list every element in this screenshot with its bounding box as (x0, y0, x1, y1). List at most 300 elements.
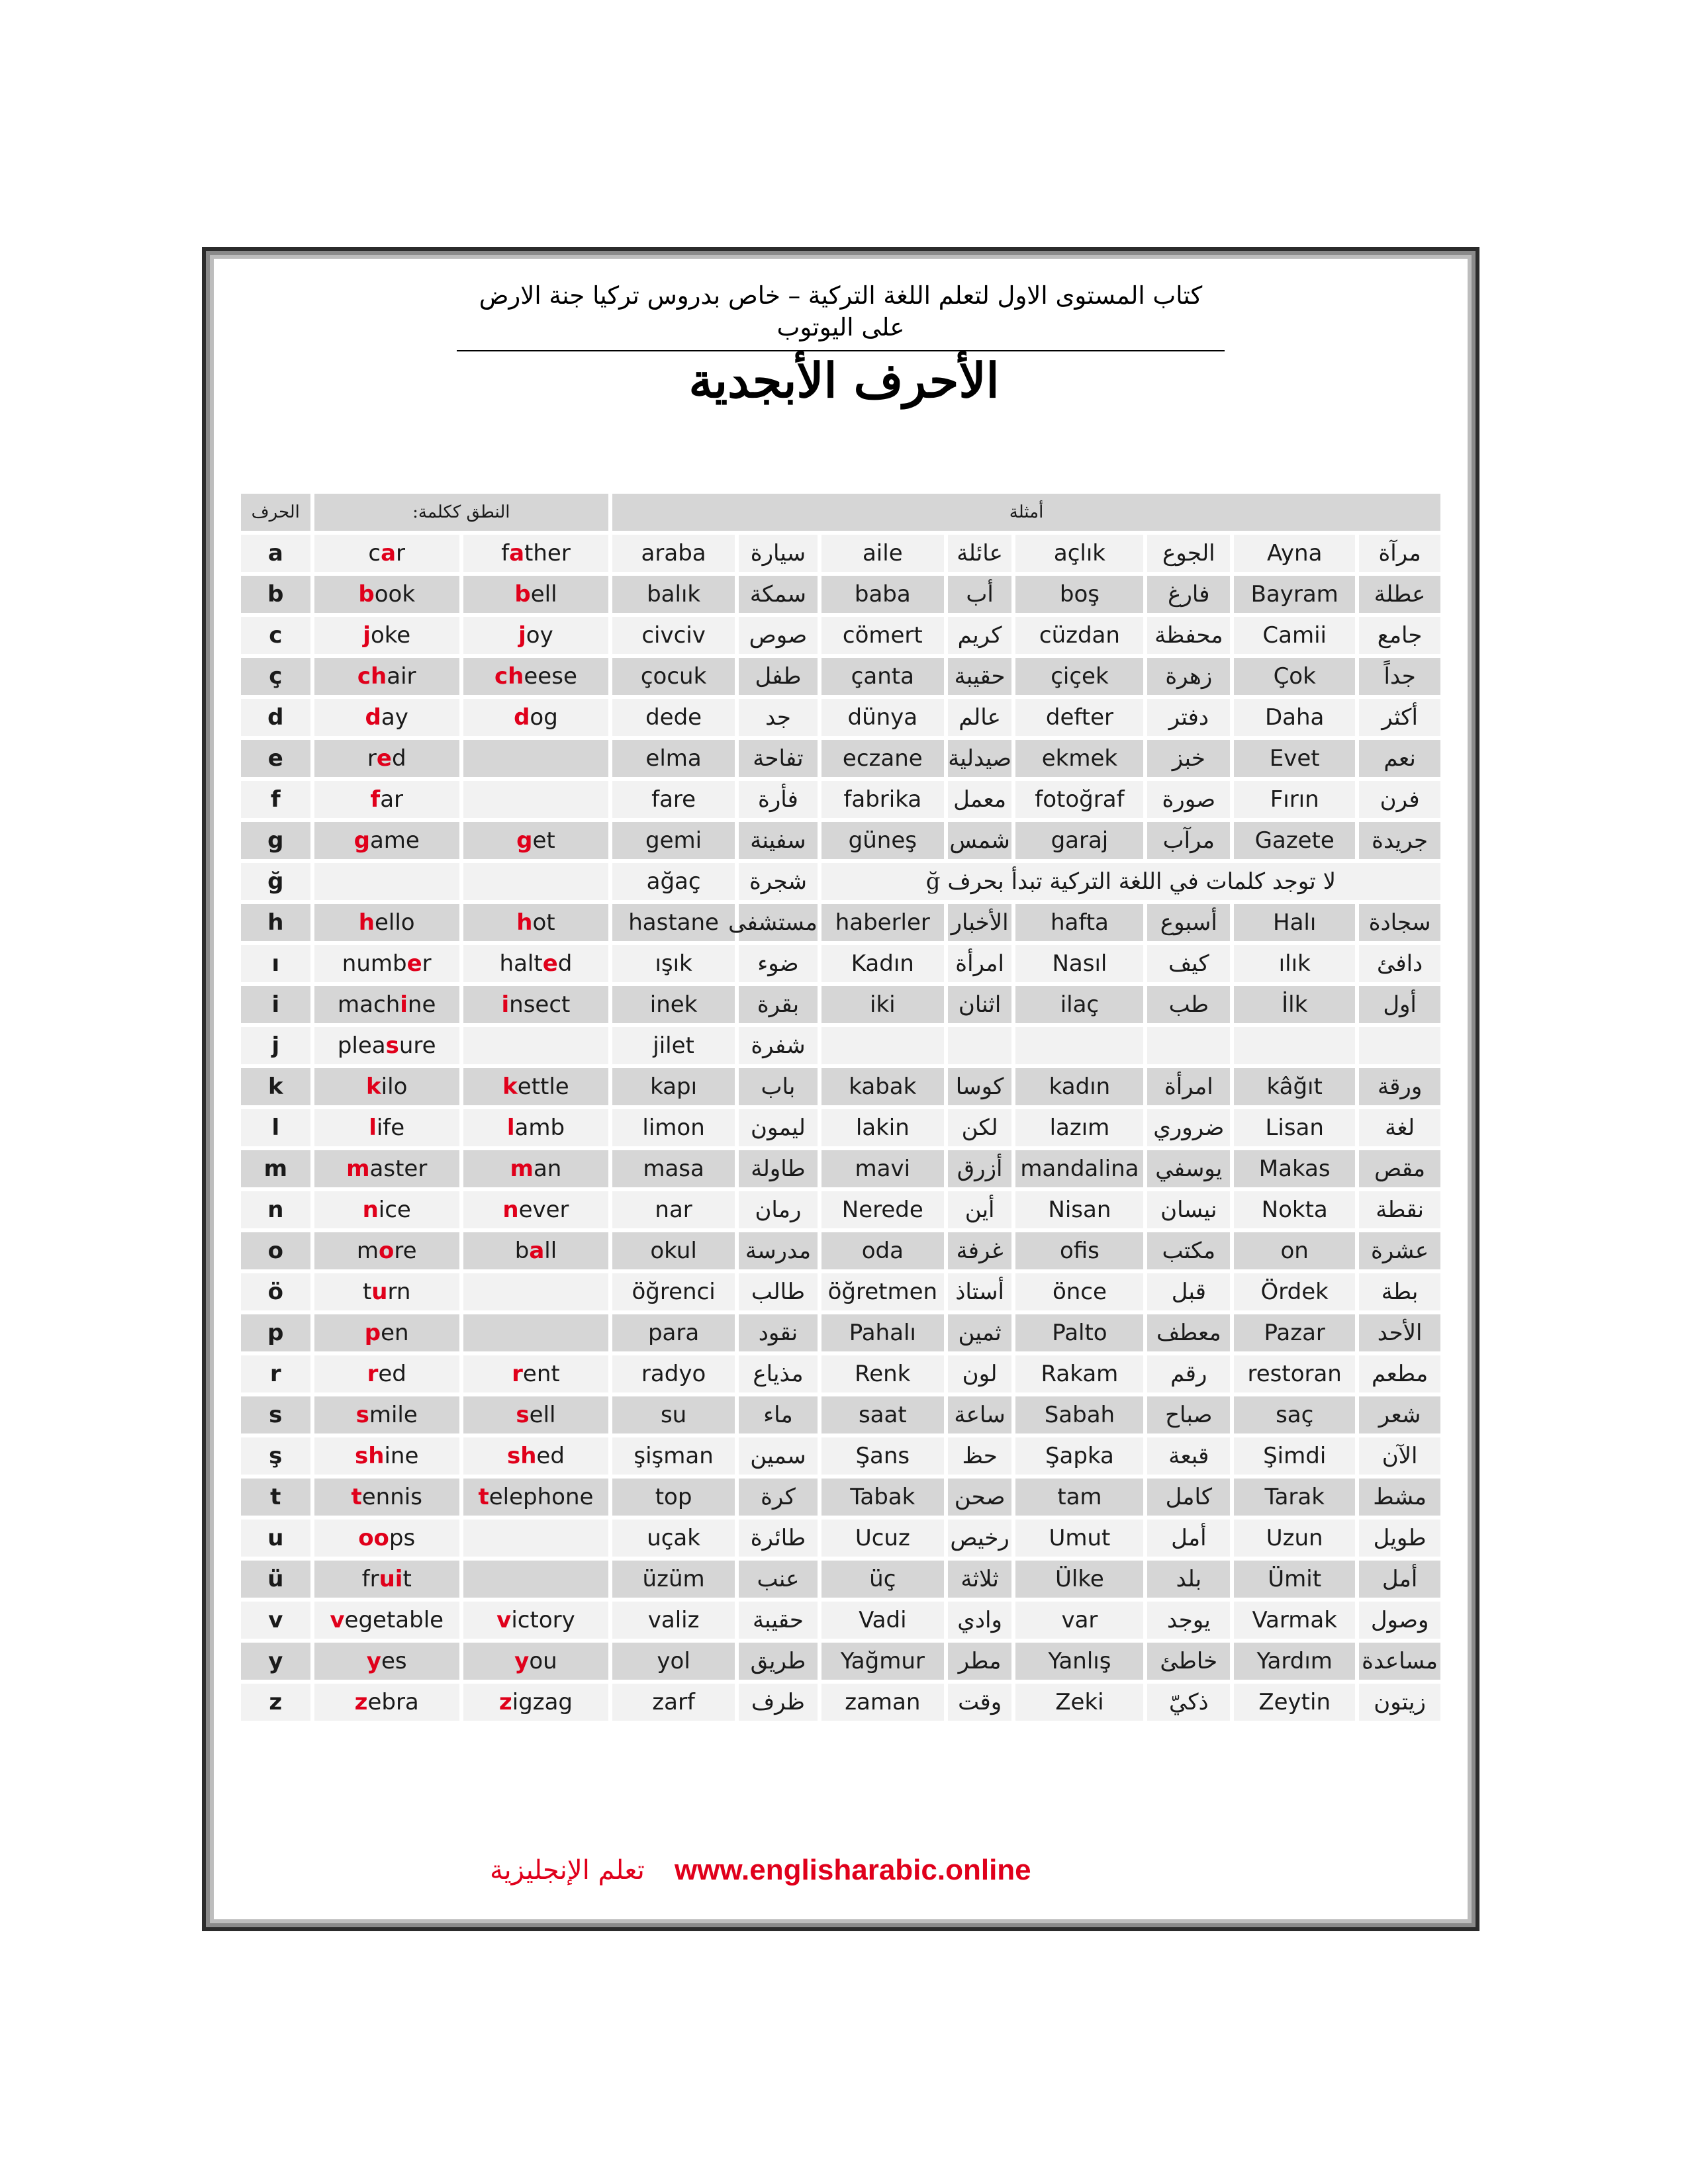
example-word-2: Pahalı (821, 1314, 944, 1351)
pronunciation-word-1-post: es (381, 1648, 407, 1674)
pronunciation-word-2 (463, 1314, 608, 1351)
letter-cell: ç (241, 658, 310, 695)
pronunciation-word-2 (463, 617, 608, 654)
example-word-1: araba (612, 535, 735, 572)
pronunciation-word-1-post: ennis (361, 1484, 422, 1510)
example-word-3: var (1015, 1602, 1143, 1639)
table-row (241, 1520, 1440, 1557)
letter-cell: u (241, 1520, 310, 1557)
example-word-3: kadın (1015, 1068, 1143, 1105)
example-translation-3: امرأة (1147, 1068, 1230, 1105)
example-word-3: Umut (1015, 1520, 1143, 1557)
example-translation-1: عنب (739, 1561, 818, 1598)
pronunciation-word-1-hl: a (381, 540, 397, 567)
pronunciation-word-2-hl: sh (506, 1443, 537, 1469)
example-translation-2: كريم (948, 617, 1012, 654)
pronunciation-word-1 (314, 1479, 459, 1516)
pronunciation-word-1-pre: m (356, 1238, 379, 1264)
example-translation-2: ساعة (948, 1396, 1012, 1433)
table-row (241, 1232, 1440, 1269)
example-word-3: Şapka (1015, 1437, 1143, 1475)
example-word-1: hastane (612, 904, 735, 941)
pronunciation-word-1 (314, 1314, 459, 1351)
example-word-3: boş (1015, 576, 1143, 613)
example-translation-1: شفرة (739, 1027, 818, 1064)
example-word-3: lazım (1015, 1109, 1143, 1146)
example-translation-2: عائلة (948, 535, 1012, 572)
example-translation-1: طاولة (739, 1150, 818, 1187)
pronunciation-word-1 (314, 1109, 459, 1146)
example-word-1: zarf (612, 1684, 735, 1721)
letter-cell: t (241, 1479, 310, 1516)
header-letter: الحرف (241, 494, 310, 531)
table-row (241, 945, 1440, 982)
example-word-3: önce (1015, 1273, 1143, 1310)
pronunciation-word-1 (314, 1684, 459, 1721)
pronunciation-word-1-hl: d (365, 704, 381, 731)
example-translation-2: وادي (948, 1602, 1012, 1639)
example-word-2: oda (821, 1232, 944, 1269)
pronunciation-word-2 (463, 1479, 608, 1516)
pronunciation-word-1-hl: u (371, 1279, 388, 1305)
pronunciation-word-2-pre: f (501, 540, 510, 567)
pronunciation-word-1-post: ilo (381, 1073, 408, 1100)
alphabet-table (237, 490, 1444, 1725)
letter-cell: j (241, 1027, 310, 1064)
example-translation-4: أكثر (1359, 699, 1440, 736)
example-translation-3: بلد (1147, 1561, 1230, 1598)
pronunciation-word-2-hl: z (498, 1689, 512, 1715)
example-translation-3: يوجد (1147, 1602, 1230, 1639)
pronunciation-word-2-post: ther (524, 540, 571, 567)
example-word-2: Yağmur (821, 1643, 944, 1680)
example-word-2: Renk (821, 1355, 944, 1392)
pronunciation-word-2-post: ictory (511, 1607, 575, 1633)
table-row (241, 986, 1440, 1023)
example-word-3: tam (1015, 1479, 1143, 1516)
table-row (241, 1479, 1440, 1516)
pronunciation-word-2 (463, 1191, 608, 1228)
example-word-4: Camii (1234, 617, 1355, 654)
pronunciation-word-2-hl: g (516, 827, 533, 854)
pronunciation-word-2 (463, 986, 608, 1023)
example-translation-4: بطة (1359, 1273, 1440, 1310)
table-row (241, 1109, 1440, 1146)
example-translation-2: ثمين (948, 1314, 1012, 1351)
example-word-2: fabrika (821, 781, 944, 818)
example-word-1: yol (612, 1643, 735, 1680)
pronunciation-word-2 (463, 535, 608, 572)
pronunciation-word-2-hl: k (502, 1073, 518, 1100)
example-translation-2: أب (948, 576, 1012, 613)
example-word-2: eczane (821, 740, 944, 777)
letter-cell: ğ (241, 863, 310, 900)
pronunciation-word-1 (314, 699, 459, 736)
pronunciation-word-1 (314, 1396, 459, 1433)
example-translation-2: عالم (948, 699, 1012, 736)
pronunciation-word-1-hl: z (354, 1689, 368, 1715)
table-row (241, 617, 1440, 654)
pronunciation-word-2 (463, 576, 608, 613)
example-translation-1: ماء (739, 1396, 818, 1433)
example-translation-1: ظرف (739, 1684, 818, 1721)
pronunciation-word-1-post: ure (399, 1032, 436, 1059)
book-title: كتاب المستوى الاول لتعلم اللغة التركية – خاص بدروس تركيا جنة الارض على اليوتوب (457, 280, 1225, 351)
example-word-3: cüzdan (1015, 617, 1143, 654)
pronunciation-word-2-post: eese (524, 663, 577, 690)
letter-cell: e (241, 740, 310, 777)
table-row (241, 658, 1440, 695)
example-word-4: saç (1234, 1396, 1355, 1433)
example-translation-3: كامل (1147, 1479, 1230, 1516)
example-word-4: Fırın (1234, 781, 1355, 818)
pronunciation-word-1-hl: k (366, 1073, 381, 1100)
table-row (241, 863, 1440, 900)
example-word-3: çiçek (1015, 658, 1143, 695)
letter-cell: ı (241, 945, 310, 982)
example-word-2: Kadın (821, 945, 944, 982)
pronunciation-word-1-hl: l (369, 1115, 377, 1141)
example-translation-3: زهرة (1147, 658, 1230, 695)
example-word-1: limon (612, 1109, 735, 1146)
pronunciation-word-2 (463, 863, 608, 900)
pronunciation-word-1-post: ello (375, 909, 415, 936)
pronunciation-word-1-post: oke (370, 622, 411, 649)
example-translation-3: فارغ (1147, 576, 1230, 613)
pronunciation-word-1-hl: t (351, 1484, 362, 1510)
pronunciation-word-1-hl: ui (379, 1566, 403, 1592)
example-translation-2: كوسا (948, 1068, 1012, 1105)
letter-cell: g (241, 822, 310, 859)
page-title: الأحرف الأبجدية (688, 352, 1000, 408)
example-translation-3: صباح (1147, 1396, 1230, 1433)
pronunciation-word-1-hl: s (385, 1032, 399, 1059)
example-translation-2: وقت (948, 1684, 1012, 1721)
example-word-4: Yardım (1234, 1643, 1355, 1680)
letter-cell: l (241, 1109, 310, 1146)
example-translation-3: قبل (1147, 1273, 1230, 1310)
letter-cell: v (241, 1602, 310, 1639)
example-word-1: kapı (612, 1068, 735, 1105)
example-word-2: dünya (821, 699, 944, 736)
pronunciation-word-2-pre: halt (499, 950, 543, 977)
example-translation-2: أين (948, 1191, 1012, 1228)
example-translation-4 (1359, 1027, 1440, 1064)
example-word-2: baba (821, 576, 944, 613)
pronunciation-word-1-post: ed (378, 1361, 406, 1387)
example-word-3: ekmek (1015, 740, 1143, 777)
pronunciation-word-2-post: amb (514, 1115, 565, 1141)
example-word-2: haberler (821, 904, 944, 941)
example-word-2 (821, 1027, 944, 1064)
letter-cell: ş (241, 1437, 310, 1475)
pronunciation-word-1 (314, 1191, 459, 1228)
header-pronunciation: النطق ككلمة: (314, 494, 608, 531)
example-translation-1: سفينة (739, 822, 818, 859)
example-translation-2: حظ (948, 1437, 1012, 1475)
pronunciation-word-2-post: ot (532, 909, 555, 936)
example-translation-3: صورة (1147, 781, 1230, 818)
pronunciation-word-2 (463, 658, 608, 695)
example-word-3 (1015, 1027, 1143, 1064)
pronunciation-word-2 (463, 904, 608, 941)
example-word-1: dede (612, 699, 735, 736)
example-word-3: Nisan (1015, 1191, 1143, 1228)
table-body (241, 535, 1440, 1721)
pronunciation-word-2-post: ettle (517, 1073, 569, 1100)
example-word-2: güneş (821, 822, 944, 859)
pronunciation-word-2 (463, 1027, 608, 1064)
pronunciation-word-2-hl: d (514, 704, 530, 731)
example-word-4: Ayna (1234, 535, 1355, 572)
pronunciation-word-1-post: re (394, 1238, 417, 1264)
example-word-4: Şimdi (1234, 1437, 1355, 1475)
example-translation-2: شمس (948, 822, 1012, 859)
example-word-1: radyo (612, 1355, 735, 1392)
example-word-4: Makas (1234, 1150, 1355, 1187)
footer-website-link[interactable]: www.englisharabic.online (674, 1853, 1031, 1886)
example-translation-4: جريدة (1359, 822, 1440, 859)
example-translation-4: نقطة (1359, 1191, 1440, 1228)
example-translation-2: لون (948, 1355, 1012, 1392)
example-word-2: cömert (821, 617, 944, 654)
example-translation-2: صحن (948, 1479, 1012, 1516)
example-word-4: Nokta (1234, 1191, 1355, 1228)
pronunciation-word-2 (463, 1396, 608, 1433)
example-word-3: Zeki (1015, 1684, 1143, 1721)
letter-cell: h (241, 904, 310, 941)
pronunciation-word-2 (463, 822, 608, 859)
table-row (241, 781, 1440, 818)
example-translation-4: فرن (1359, 781, 1440, 818)
example-translation-1: نقود (739, 1314, 818, 1351)
example-word-4: Pazar (1234, 1314, 1355, 1351)
example-word-4: kâğıt (1234, 1068, 1355, 1105)
example-word-3: fotoğraf (1015, 781, 1143, 818)
example-word-2: zaman (821, 1684, 944, 1721)
letter-cell: ö (241, 1273, 310, 1310)
example-word-2: Ucuz (821, 1520, 944, 1557)
example-translation-4: لغة (1359, 1109, 1440, 1146)
pronunciation-word-1-post: d (391, 745, 406, 772)
pronunciation-word-2 (463, 1561, 608, 1598)
example-word-3: Rakam (1015, 1355, 1143, 1392)
pronunciation-word-1 (314, 904, 459, 941)
pronunciation-word-2-hl: a (529, 1238, 545, 1264)
footer (490, 1846, 1152, 1893)
letter-cell: d (241, 699, 310, 736)
example-word-4: Gazete (1234, 822, 1355, 859)
example-translation-4: مرآة (1359, 535, 1440, 572)
pronunciation-word-1-pre: mach (338, 991, 400, 1018)
table-row (241, 535, 1440, 572)
example-word-1: jilet (612, 1027, 735, 1064)
table-header-row (241, 494, 1440, 531)
example-word-4: ılık (1234, 945, 1355, 982)
pronunciation-word-1-hl: f (370, 786, 381, 813)
example-translation-1: طفل (739, 658, 818, 695)
example-word-1: civciv (612, 617, 735, 654)
example-translation-3: دفتر (1147, 699, 1230, 736)
pronunciation-word-2-hl: s (516, 1402, 530, 1428)
pronunciation-word-2-pre: b (514, 1238, 530, 1264)
pronunciation-word-2 (463, 1355, 608, 1392)
pronunciation-word-2-post: ever (518, 1197, 569, 1223)
example-translation-3: الجوع (1147, 535, 1230, 572)
pronunciation-word-1 (314, 740, 459, 777)
pronunciation-word-1-hl: i (400, 991, 408, 1018)
pronunciation-word-1 (314, 1273, 459, 1310)
table-row (241, 1355, 1440, 1392)
example-translation-1: جد (739, 699, 818, 736)
example-translation-1: ضوء (739, 945, 818, 982)
example-translation-1: باب (739, 1068, 818, 1105)
pronunciation-word-2 (463, 699, 608, 736)
pronunciation-word-1-post: r (396, 540, 406, 567)
example-word-1: masa (612, 1150, 735, 1187)
pronunciation-word-1-post: ame (369, 827, 420, 854)
letter-cell: m (241, 1150, 310, 1187)
example-word-4: Lisan (1234, 1109, 1355, 1146)
letter-cell: ü (241, 1561, 310, 1598)
pronunciation-word-1-post: mile (369, 1402, 418, 1428)
table-row (241, 1027, 1440, 1064)
pronunciation-word-1-post: ine (384, 1443, 419, 1469)
example-translation-1: صوص (739, 617, 818, 654)
pronunciation-word-2-hl: ch (494, 663, 524, 690)
example-translation-3: قبعة (1147, 1437, 1230, 1475)
pronunciation-word-2 (463, 1232, 608, 1269)
example-translation-1: كرة (739, 1479, 818, 1516)
example-translation-4: مطعم (1359, 1355, 1440, 1392)
example-word-3: ofis (1015, 1232, 1143, 1269)
pronunciation-word-2 (463, 781, 608, 818)
pronunciation-word-1-post: egetable (344, 1607, 444, 1633)
example-word-3: Palto (1015, 1314, 1143, 1351)
letter-cell: b (241, 576, 310, 613)
pronunciation-word-1-hl: ch (357, 663, 387, 690)
example-translation-2: مطر (948, 1643, 1012, 1680)
pronunciation-word-1-hl: g (353, 827, 370, 854)
example-translation-1: مستشفى (739, 904, 818, 941)
pronunciation-word-1 (314, 1561, 459, 1598)
no-words-note: لا توجد كلمات في اللغة التركية تبدأ بحرف ğ (821, 863, 1440, 900)
pronunciation-word-1-hl: b (358, 581, 375, 608)
pronunciation-word-2-hl: y (514, 1648, 530, 1674)
example-word-2: çanta (821, 658, 944, 695)
example-word-4: Varmak (1234, 1602, 1355, 1639)
letter-cell: a (241, 535, 310, 572)
example-translation-3: خاطئ (1147, 1643, 1230, 1680)
example-word-2: iki (821, 986, 944, 1023)
example-translation-3: ذكيّ (1147, 1684, 1230, 1721)
table-row (241, 1273, 1440, 1310)
example-translation-3: كيف (1147, 945, 1230, 982)
pronunciation-word-2 (463, 1602, 608, 1639)
pronunciation-word-1-hl: j (363, 622, 371, 649)
pronunciation-word-1-pre: t (362, 1279, 372, 1305)
example-word-4: Halı (1234, 904, 1355, 941)
pronunciation-word-2 (463, 1684, 608, 1721)
example-word-1: nar (612, 1191, 735, 1228)
letter-cell: p (241, 1314, 310, 1351)
example-word-4: on (1234, 1232, 1355, 1269)
pronunciation-word-2-hl: b (514, 581, 531, 608)
pronunciation-word-1-post: rn (387, 1279, 411, 1305)
example-translation-3: معطف (1147, 1314, 1230, 1351)
example-translation-1: سمين (739, 1437, 818, 1475)
pronunciation-word-2-post: elephone (489, 1484, 594, 1510)
table-row (241, 699, 1440, 736)
pronunciation-word-1-hl: y (366, 1648, 381, 1674)
pronunciation-word-1 (314, 986, 459, 1023)
pronunciation-word-1-hl: h (358, 909, 375, 936)
pronunciation-word-1-hl: r (367, 1361, 379, 1387)
letter-cell: y (241, 1643, 310, 1680)
example-translation-3: أمل (1147, 1520, 1230, 1557)
example-translation-4: سجادة (1359, 904, 1440, 941)
example-word-3: hafta (1015, 904, 1143, 941)
example-word-1: uçak (612, 1520, 735, 1557)
pronunciation-word-2-hl: t (478, 1484, 489, 1510)
example-translation-3: خبز (1147, 740, 1230, 777)
example-translation-4: دافئ (1359, 945, 1440, 982)
pronunciation-word-1 (314, 1437, 459, 1475)
example-word-3: mandalina (1015, 1150, 1143, 1187)
example-word-2: mavi (821, 1150, 944, 1187)
footer-arabic-text: تعلم الإنجليزية (490, 1854, 645, 1886)
pronunciation-word-2-post: ll (544, 1238, 557, 1264)
example-translation-3: مرآب (1147, 822, 1230, 859)
example-translation-1: بقرة (739, 986, 818, 1023)
example-word-3: Yanlış (1015, 1643, 1143, 1680)
example-word-2: aile (821, 535, 944, 572)
table-row (241, 1684, 1440, 1721)
example-word-1: valiz (612, 1602, 735, 1639)
pronunciation-word-1-pre: c (368, 540, 381, 567)
example-word-2: Şans (821, 1437, 944, 1475)
example-translation-3 (1147, 1027, 1230, 1064)
pronunciation-word-2-post: d (557, 950, 573, 977)
letter-cell: z (241, 1684, 310, 1721)
pronunciation-word-1 (314, 1027, 459, 1064)
pronunciation-word-1-post: aster (369, 1156, 428, 1182)
pronunciation-word-1-post: ook (374, 581, 416, 608)
example-translation-1: ليمون (739, 1109, 818, 1146)
example-translation-2: ثلاثة (948, 1561, 1012, 1598)
pronunciation-word-1-hl: sh (355, 1443, 385, 1469)
example-translation-2: حقيبة (948, 658, 1012, 695)
table-row (241, 1191, 1440, 1228)
example-word-4 (1234, 1027, 1355, 1064)
pronunciation-word-2 (463, 945, 608, 982)
pronunciation-word-1-post: t (402, 1566, 412, 1592)
pronunciation-word-1 (314, 576, 459, 613)
example-word-4: Evet (1234, 740, 1355, 777)
example-word-1: öğrenci (612, 1273, 735, 1310)
example-translation-2 (948, 1027, 1012, 1064)
example-translation-2: الأخبار (948, 904, 1012, 941)
pronunciation-word-2-hl: i (501, 991, 510, 1018)
table-row (241, 1314, 1440, 1351)
pronunciation-word-1 (314, 1232, 459, 1269)
pronunciation-word-1-hl: e (376, 745, 392, 772)
pronunciation-word-2-post: ell (530, 581, 557, 608)
pronunciation-word-1-hl: o (379, 1238, 395, 1264)
example-translation-1: سمكة (739, 576, 818, 613)
pronunciation-word-2-post: ou (529, 1648, 557, 1674)
example-translation-2: أستاذ (948, 1273, 1012, 1310)
